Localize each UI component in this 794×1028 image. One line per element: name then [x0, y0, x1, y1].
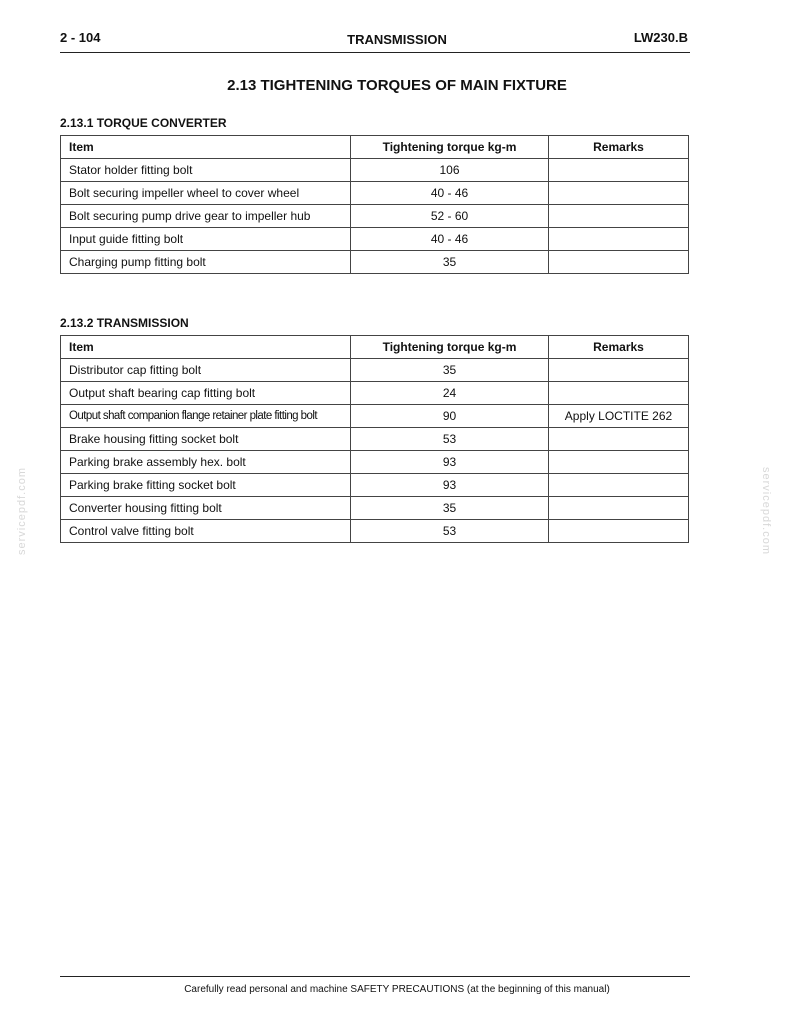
torque-cell: 53 [351, 428, 549, 451]
item-cell: Input guide fitting bolt [61, 228, 351, 251]
torque-cell: 53 [351, 520, 549, 543]
model-code: LW230.B [633, 30, 688, 45]
column-header-torque: Tightening torque kg-m [351, 336, 549, 359]
table-row [61, 428, 689, 451]
item-cell: Control valve fitting bolt [61, 520, 351, 543]
remarks-cell [549, 205, 689, 228]
torque-cell: 35 [351, 251, 549, 274]
table-row [61, 497, 689, 520]
table-row [61, 205, 689, 228]
table-row [61, 159, 689, 182]
item-cell: Bolt securing pump drive gear to impeller hub [61, 205, 351, 228]
torque-cell: 35 [351, 497, 549, 520]
torque-cell: 93 [351, 451, 549, 474]
item-cell: Charging pump fitting bolt [61, 251, 351, 274]
column-header-torque: Tightening torque kg-m [351, 136, 549, 159]
column-header-item: Item [61, 136, 351, 159]
page-number: 2 - 104 [60, 30, 101, 45]
column-header-remarks: Remarks [549, 336, 689, 359]
torque-cell: 40 - 46 [351, 182, 549, 205]
remarks-cell [549, 474, 689, 497]
table-row [61, 474, 689, 497]
footer-note: Carefully read personal and machine SAFETY PRECAUTIONS (at the beginning of this manual) [184, 984, 610, 995]
item-cell: Bolt securing impeller wheel to cover wheel [61, 182, 351, 205]
torque-converter-table [60, 135, 689, 274]
remarks-cell: Apply LOCTITE 262 [549, 405, 689, 428]
table-row [61, 520, 689, 543]
remarks-cell [549, 159, 689, 182]
table-header-row [61, 136, 689, 159]
torque-cell: 52 - 60 [351, 205, 549, 228]
item-cell: Output shaft companion flange retainer plate fitting bolt [61, 405, 351, 428]
table-row [61, 382, 689, 405]
transmission-heading: 2.13.2 TRANSMISSION [60, 316, 189, 330]
header-rule [60, 52, 690, 53]
item-cell: Output shaft bearing cap fitting bolt [61, 382, 351, 405]
remarks-cell [549, 359, 689, 382]
item-cell: Parking brake assembly hex. bolt [61, 451, 351, 474]
torque-converter-heading: 2.13.1 TORQUE CONVERTER [60, 116, 227, 130]
table-row [61, 182, 689, 205]
torque-cell: 40 - 46 [351, 228, 549, 251]
remarks-cell [549, 428, 689, 451]
item-cell: Converter housing fitting bolt [61, 497, 351, 520]
section-name: TRANSMISSION [347, 32, 447, 47]
table-row [61, 405, 689, 428]
torque-cell: 35 [351, 359, 549, 382]
table-row [61, 451, 689, 474]
remarks-cell [549, 451, 689, 474]
item-cell: Stator holder fitting bolt [61, 159, 351, 182]
item-cell: Parking brake fitting socket bolt [61, 474, 351, 497]
table-row [61, 359, 689, 382]
table-header-row [61, 336, 689, 359]
table-row [61, 251, 689, 274]
column-header-remarks: Remarks [549, 136, 689, 159]
item-cell: Distributor cap fitting bolt [61, 359, 351, 382]
column-header-item: Item [61, 336, 351, 359]
remarks-cell [549, 228, 689, 251]
torque-cell: 24 [351, 382, 549, 405]
remarks-cell [549, 182, 689, 205]
watermark-right: servicepdf.com [759, 467, 772, 555]
remarks-cell [549, 497, 689, 520]
remarks-cell [549, 520, 689, 543]
page-title: 2.13 TIGHTENING TORQUES OF MAIN FIXTURE [227, 77, 567, 94]
transmission-table [60, 335, 689, 543]
torque-cell: 93 [351, 474, 549, 497]
watermark-left: servicepdf.com [15, 467, 28, 555]
torque-cell: 90 [351, 405, 549, 428]
torque-cell: 106 [351, 159, 549, 182]
table-row [61, 228, 689, 251]
item-cell: Brake housing fitting socket bolt [61, 428, 351, 451]
footer-rule [60, 976, 690, 977]
remarks-cell [549, 382, 689, 405]
remarks-cell [549, 251, 689, 274]
